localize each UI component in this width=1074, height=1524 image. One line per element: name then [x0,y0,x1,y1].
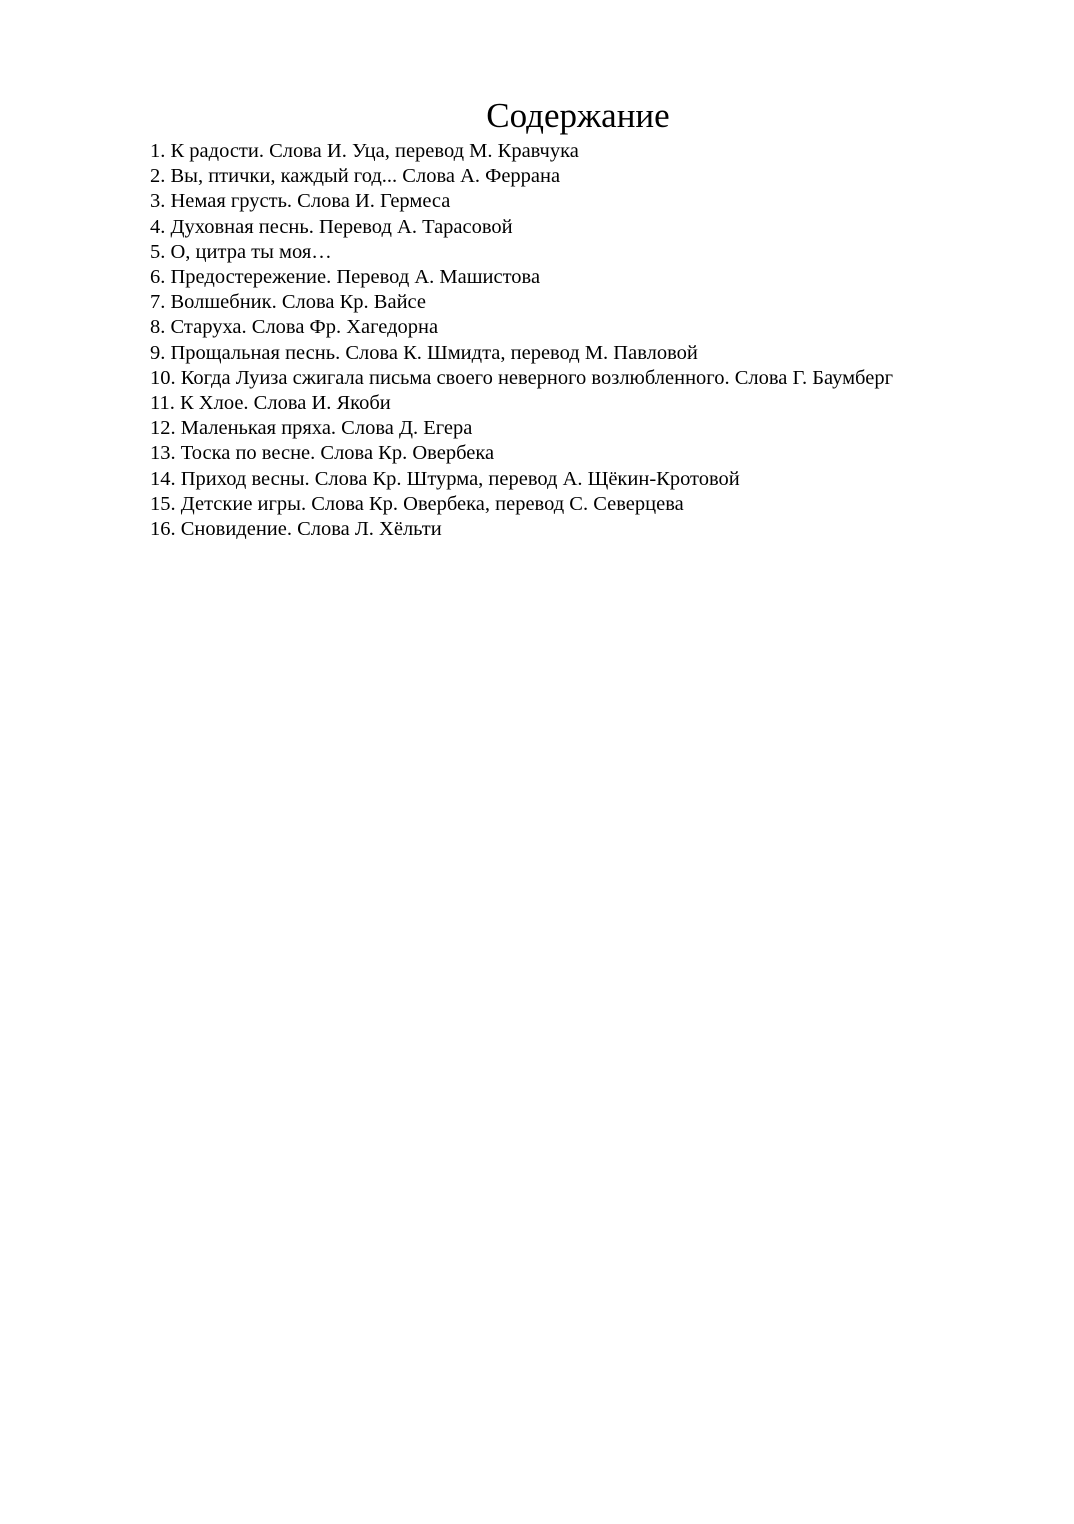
toc-entry: 6. Предостережение. Перевод А. Машистова [150,266,541,289]
toc-entry: 1. К радости. Слова И. Уца, перевод М. Кравчука [150,140,579,162]
toc-entry: 2. Вы, птички, каждый год... Слова А. Феррана [150,165,561,188]
toc-entry: 9. Прощальная песнь. Слова К. Шмидта, перевод М. Павловой [150,341,698,364]
toc-entry: 13. Тоска по весне. Слова Кр. Овербека [150,442,495,465]
toc-entry: 4. Духовная песнь. Перевод А. Тарасовой [150,215,513,238]
toc-entry: 10. Когда Луиза сжигала письма своего неверного возлюбленного. Слова Г. Баумберг [150,366,893,389]
toc-entry: 11. К Хлое. Слова И. Якоби [150,392,391,415]
toc-entry: 3. Немая грусть. Слова И. Гермеса [150,190,451,213]
toc-entry: 15. Детские игры. Слова Кр. Овербека, перевод С. Северцева [150,492,684,515]
toc-entry: 7. Волшебник. Слова Кр. Вайсе [150,291,426,314]
table-of-contents [150,139,893,542]
page-title: Содержание [486,96,670,135]
toc-entry: 8. Старуха. Слова Фр. Хагедорна [150,316,439,339]
toc-entry: 5. О, цитра ты моя… [150,240,332,263]
toc-entry: 12. Маленькая пряха. Слова Д. Егера [150,417,473,440]
toc-entry: 16. Сновидение. Слова Л. Хёльти [150,518,442,541]
toc-entry: 14. Приход весны. Слова Кр. Штурма, перевод А. Щёкин-Кротовой [150,467,740,490]
